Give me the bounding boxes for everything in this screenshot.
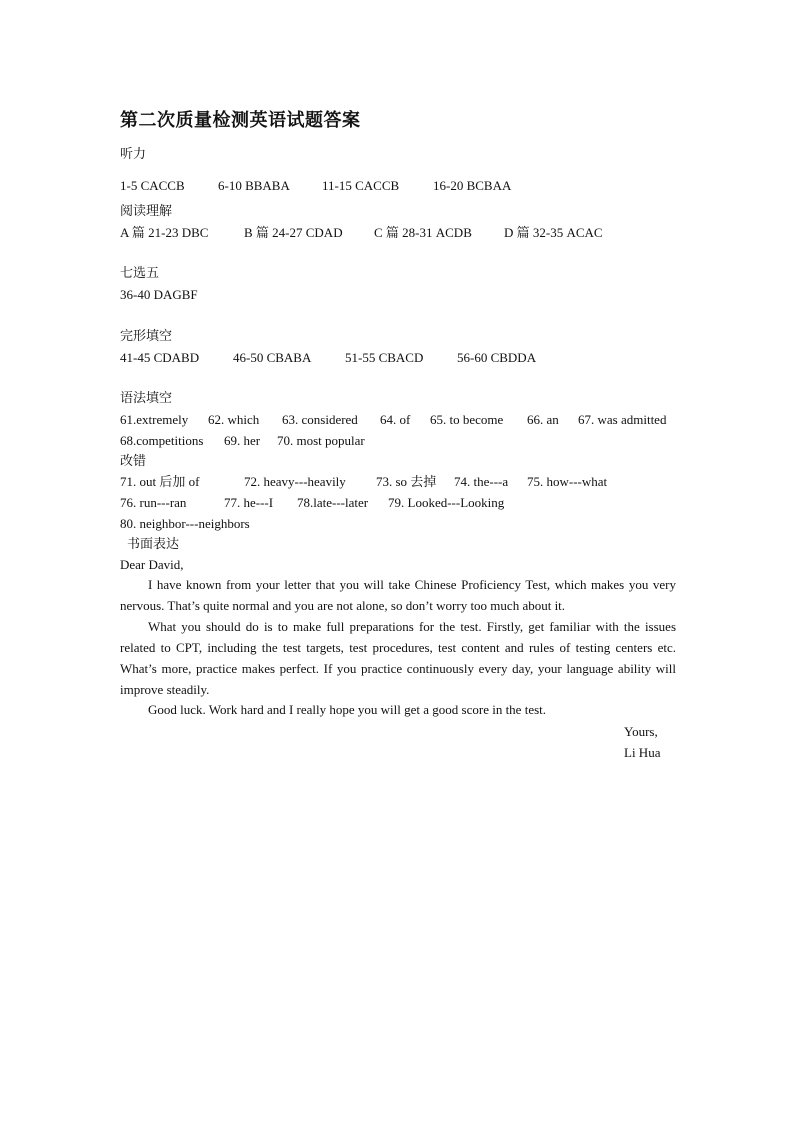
letter-signature: Li Hua xyxy=(624,745,661,760)
correction-answer: 72. heavy---heavily xyxy=(244,474,346,489)
correction-answer: 77. he---I xyxy=(224,495,274,510)
grammar-answer: 64. of xyxy=(380,412,411,427)
correction-answer: 73. so 去掉 xyxy=(376,474,437,489)
grammar-answer: 63. considered xyxy=(282,412,358,427)
letter-closing: Yours, xyxy=(624,724,658,739)
grammar-answer: 65. to become xyxy=(430,412,504,427)
grammar-answer: 68.competitions xyxy=(120,433,204,448)
grammar-answer: 62. which xyxy=(208,412,260,427)
reading-answer: D 篇 32-35 ACAC xyxy=(504,225,603,240)
letter-salutation: Dear David, xyxy=(120,557,184,572)
seven-choose-five-heading: 七选五 xyxy=(120,265,160,280)
cloze-answer: 51-55 CBACD xyxy=(345,350,424,365)
cloze-heading: 完形填空 xyxy=(120,328,173,343)
listening-answer: 1-5 CACCB xyxy=(120,178,185,193)
correction-heading: 改错 xyxy=(120,453,147,468)
listening-answer: 16-20 BCBAA xyxy=(433,178,512,193)
listening-heading: 听力 xyxy=(120,146,147,161)
reading-answer: B 篇 24-27 CDAD xyxy=(244,225,343,240)
cloze-answer: 41-45 CDABD xyxy=(120,350,200,365)
reading-heading: 阅读理解 xyxy=(120,203,173,218)
grammar-answer: 69. her xyxy=(224,433,261,448)
grammar-answer: 61.extremely xyxy=(120,412,189,427)
letter-paragraph-2: What you should do is to make full preparations for the test. Firstly, get familiar with the issues related to CPT, including the test targets, test procedures, test content and rules of testing centers etc. What’s more, practice makes perfect. If you practice continuously every day, your language ability will improve steadily. xyxy=(120,619,676,697)
grammar-answer: 70. most popular xyxy=(277,433,365,448)
grammar-answer: 67. was admitted xyxy=(578,412,667,427)
correction-answer: 74. the---a xyxy=(454,474,509,489)
page-title: 第二次质量检测英语试题答案 xyxy=(120,110,361,130)
listening-answer: 11-15 CACCB xyxy=(322,178,400,193)
cloze-answer: 46-50 CBABA xyxy=(233,350,312,365)
correction-answer: 76. run---ran xyxy=(120,495,187,510)
letter-paragraph-1: I have known from your letter that you will take Chinese Proficiency Test, which makes you very nervous. That’s quite normal and you are not alone, so don’t worry too much about it. xyxy=(120,577,676,613)
seven-choose-five-answer: 36-40 DAGBF xyxy=(120,287,198,302)
letter-paragraph-3: Good luck. Work hard and I really hope you will get a good score in the test. xyxy=(148,702,547,717)
cloze-answer: 56-60 CBDDA xyxy=(457,350,537,365)
correction-answer: 75. how---what xyxy=(527,474,608,489)
correction-answer: 79. Looked---Looking xyxy=(388,495,505,510)
grammar-heading: 语法填空 xyxy=(120,390,173,405)
reading-answer: A 篇 21-23 DBC xyxy=(120,225,209,240)
correction-answer: 71. out 后加 of xyxy=(120,474,200,489)
writing-heading: 书面表达 xyxy=(127,536,180,551)
grammar-answer: 66. an xyxy=(527,412,559,427)
listening-answer: 6-10 BBABA xyxy=(218,178,290,193)
correction-answer: 80. neighbor---neighbors xyxy=(120,516,250,531)
correction-answer: 78.late---later xyxy=(297,495,369,510)
reading-answer: C 篇 28-31 ACDB xyxy=(374,225,472,240)
